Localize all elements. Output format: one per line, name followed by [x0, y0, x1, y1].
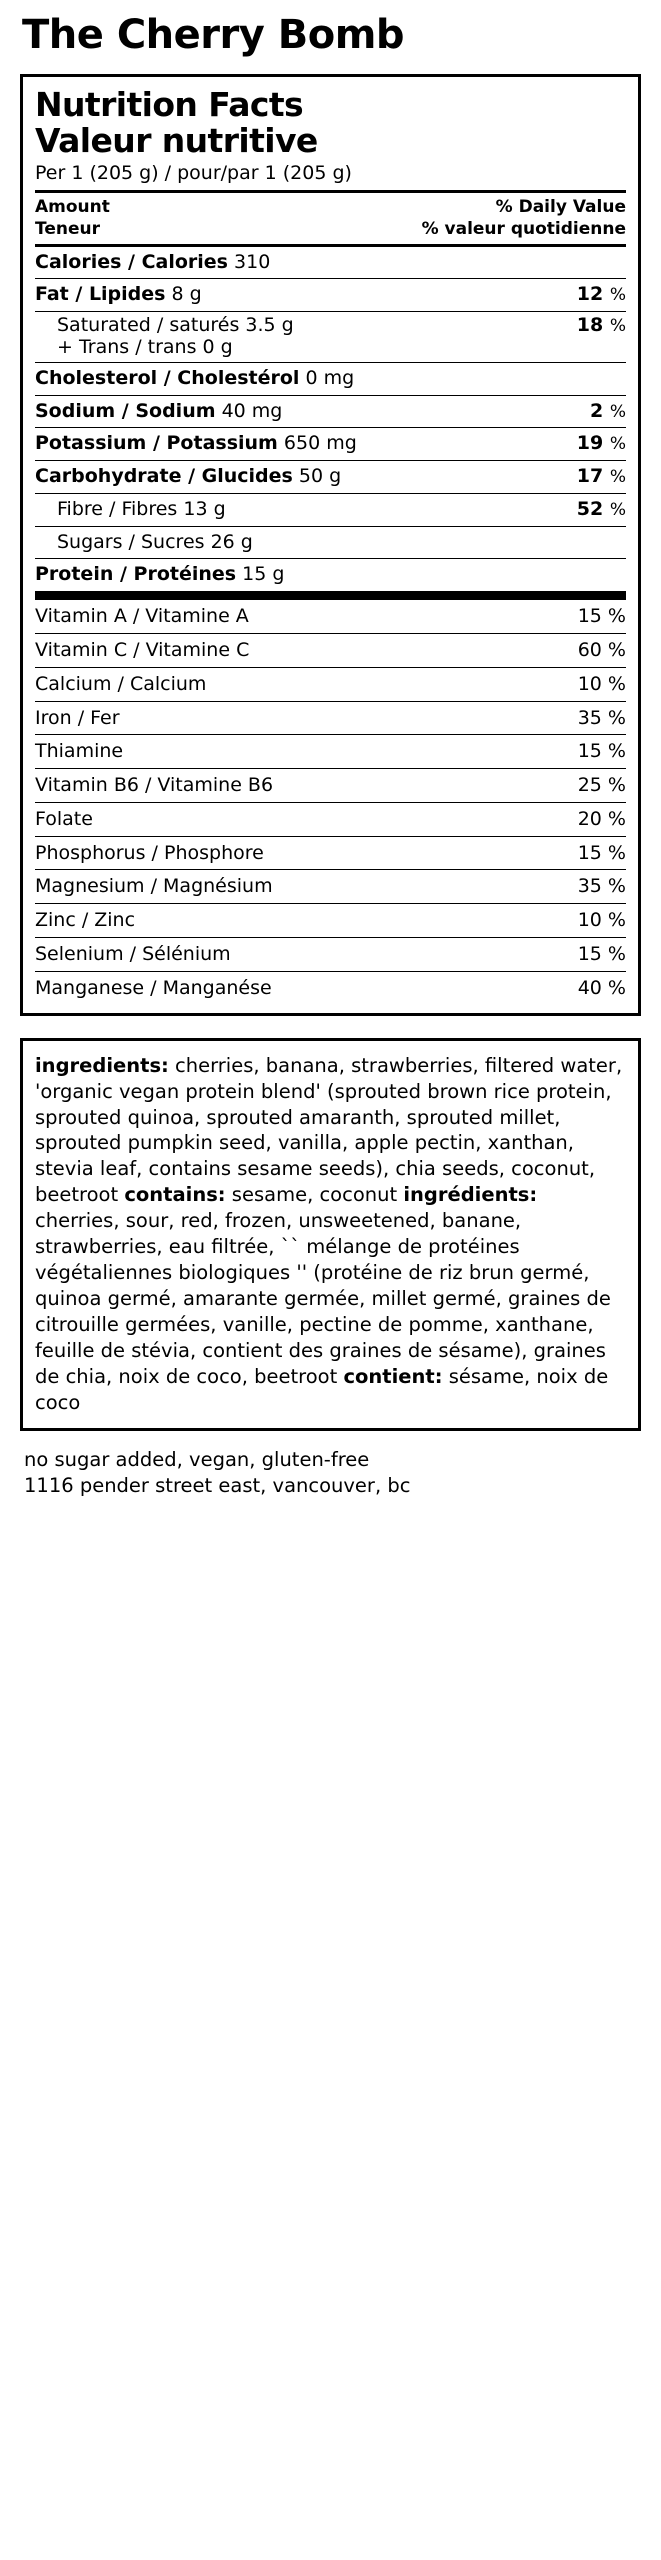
micronutrient-dv: 35 %: [577, 706, 626, 729]
nutrient-amount: 650 mg: [283, 432, 357, 455]
contains-body-fr: sésame, noix de coco: [35, 1364, 609, 1414]
nutrient-name: Potassium / Potassium: [35, 432, 278, 455]
nutrient-dv: 12: [576, 283, 604, 306]
micronutrient-name: Iron / Fer: [35, 706, 120, 729]
micronutrient-row: [35, 803, 626, 836]
nutrient-amount: 15 g: [242, 563, 285, 586]
daily-value-header: [35, 193, 626, 244]
nutrient-name: Fibre / Fibres 13 g: [57, 497, 226, 520]
dv-label-fr: % valeur quotidienne: [421, 218, 626, 239]
nutrient-name-saturated: Saturated / saturés 3.5 g: [57, 314, 294, 337]
nutrient-dv: 17: [576, 465, 604, 488]
divider-thick: [35, 591, 626, 600]
ingredients-body-en: cherries, banana, strawberries, filtered water, 'organic vegan protein blend' (sprouted brown rice protein, sprouted quinoa, sprouted amaranth, sprouted millet, sprouted pumpkin seed, vanilla, apple pectin, xanthan, stevia leaf, contains sesame seeds), chia seeds, coconut, beetroot: [35, 1053, 623, 1207]
micronutrient-name: Vitamin A / Vitamine A: [35, 605, 249, 628]
page-title: The Cherry Bomb: [22, 12, 405, 58]
micronutrient-name: Vitamin B6 / Vitamine B6: [35, 774, 274, 797]
nutrient-dv: 52: [576, 497, 604, 520]
nutrient-name: Sodium / Sodium: [35, 399, 216, 422]
dv-label-en: % Daily Value: [495, 197, 626, 218]
ingredients-label-fr: ingrédients:: [403, 1183, 538, 1207]
percent-unit: %: [609, 316, 626, 337]
micronutrient-name: Manganese / Manganése: [35, 976, 272, 999]
micronutrient-row: [35, 668, 626, 701]
micronutrient-name: Zinc / Zinc: [35, 909, 136, 932]
amount-label-fr: Teneur: [35, 218, 100, 239]
percent-unit: %: [609, 499, 626, 520]
nutrient-amount: 50 g: [298, 465, 342, 488]
ingredients-label-en: ingredients:: [35, 1053, 169, 1077]
nutrient-row-protein: [35, 559, 626, 591]
micronutrient-dv: 25 %: [577, 774, 626, 797]
footer-claims: no sugar added, vegan, gluten-free: [24, 1447, 370, 1471]
footer-address: 1116 pender street east, vancouver, bc: [24, 1473, 411, 1497]
nutrient-row-cholesterol: [35, 363, 626, 395]
nutrition-title-fr: Valeur nutritive: [35, 120, 318, 160]
micronutrient-row: [35, 904, 626, 937]
nutrient-name: Protein / Protéines: [35, 563, 237, 586]
micronutrient-name: Vitamin C / Vitamine C: [35, 638, 250, 661]
nutrient-name-trans: + Trans / trans 0 g: [57, 336, 233, 359]
contains-label-en: contains:: [124, 1183, 226, 1207]
micronutrient-dv: 15 %: [577, 605, 626, 628]
nutrition-title-en: Nutrition Facts: [35, 85, 304, 124]
contains-label-fr: contient:: [343, 1364, 443, 1388]
micronutrient-list: [35, 600, 626, 1005]
nutrition-facts-panel: [20, 74, 641, 1016]
micronutrient-row: [35, 837, 626, 870]
micronutrient-dv: 15 %: [577, 841, 626, 864]
nutrient-name: Calories / Calories: [35, 250, 228, 273]
micronutrient-row: [35, 769, 626, 802]
micronutrient-dv: 15 %: [577, 740, 626, 763]
nutrient-amount: 40 mg: [221, 399, 283, 422]
nutrient-row-fibre: [35, 494, 626, 526]
nutrient-row-calories: [35, 247, 626, 279]
micronutrient-name: Magnesium / Magnésium: [35, 875, 273, 898]
nutrient-name: Carbohydrate / Glucides: [35, 465, 293, 488]
ingredients-body-fr: cherries, sour, red, frozen, unsweetened, banane, strawberries, eau filtrée, `` mélange de protéines végétaliennes biologiques '' (protéine de riz brun germé, quinoa germé, amarante germée, millet germé, graines de citrouille germées, vanille, pectine de pomme, xanthane, feuille de stévia, contient des graines de sésame), graines de chia, noix de coco, beetroot: [35, 1209, 611, 1388]
micronutrient-dv: 20 %: [577, 807, 626, 830]
nutrient-row-fat: [35, 279, 626, 311]
micronutrient-dv: 10 %: [577, 672, 626, 695]
ingredients-panel: [20, 1038, 641, 1431]
micronutrient-name: Selenium / Sélénium: [35, 943, 231, 966]
nutrient-amount: 0 mg: [305, 366, 355, 389]
nutrient-row-carbohydrate: [35, 461, 626, 493]
contains-body-en: sesame, coconut: [225, 1183, 404, 1207]
nutrient-row-potassium: [35, 428, 626, 460]
micronutrient-row: [35, 870, 626, 903]
micronutrient-name: Folate: [35, 807, 93, 830]
micronutrient-dv: 35 %: [577, 875, 626, 898]
percent-unit: %: [609, 401, 626, 422]
nutrient-row-saturated-trans: [35, 312, 626, 362]
serving-size: Per 1 (205 g) / pour/par 1 (205 g): [35, 162, 352, 185]
amount-label-en: Amount: [35, 197, 110, 218]
nutrient-row-sugars: [35, 527, 626, 559]
nutrient-amount: 8 g: [171, 283, 202, 306]
nutrient-amount: 310: [234, 250, 271, 273]
micronutrient-row: [35, 972, 626, 1005]
percent-unit: %: [609, 434, 626, 455]
footer: [18, 1431, 643, 1500]
nutrient-name: Fat / Lipides: [35, 283, 166, 306]
nutrient-row-sodium: [35, 396, 626, 428]
micronutrient-dv: 40 %: [577, 976, 626, 999]
micronutrient-dv: 15 %: [577, 943, 626, 966]
nutrient-dv: 19: [576, 432, 604, 455]
micronutrient-name: Thiamine: [35, 740, 124, 763]
micronutrient-name: Phosphorus / Phosphore: [35, 841, 264, 864]
micronutrient-dv: 60 %: [577, 638, 626, 661]
micronutrient-row: [35, 702, 626, 735]
percent-unit: %: [609, 285, 626, 306]
micronutrient-row: [35, 735, 626, 768]
nutrient-dv: 2: [589, 399, 604, 422]
micronutrient-row: [35, 600, 626, 633]
percent-unit: %: [609, 467, 626, 488]
nutrient-name: Sugars / Sucres 26 g: [57, 530, 253, 553]
micronutrient-dv: 10 %: [577, 909, 626, 932]
micronutrient-row: [35, 938, 626, 971]
nutrient-name: Cholesterol / Cholestérol: [35, 366, 300, 389]
micronutrient-name: Calcium / Calcium: [35, 672, 207, 695]
micronutrient-row: [35, 634, 626, 667]
ingredients-text: [35, 1053, 626, 1416]
nutrient-dv: 18: [576, 314, 604, 337]
